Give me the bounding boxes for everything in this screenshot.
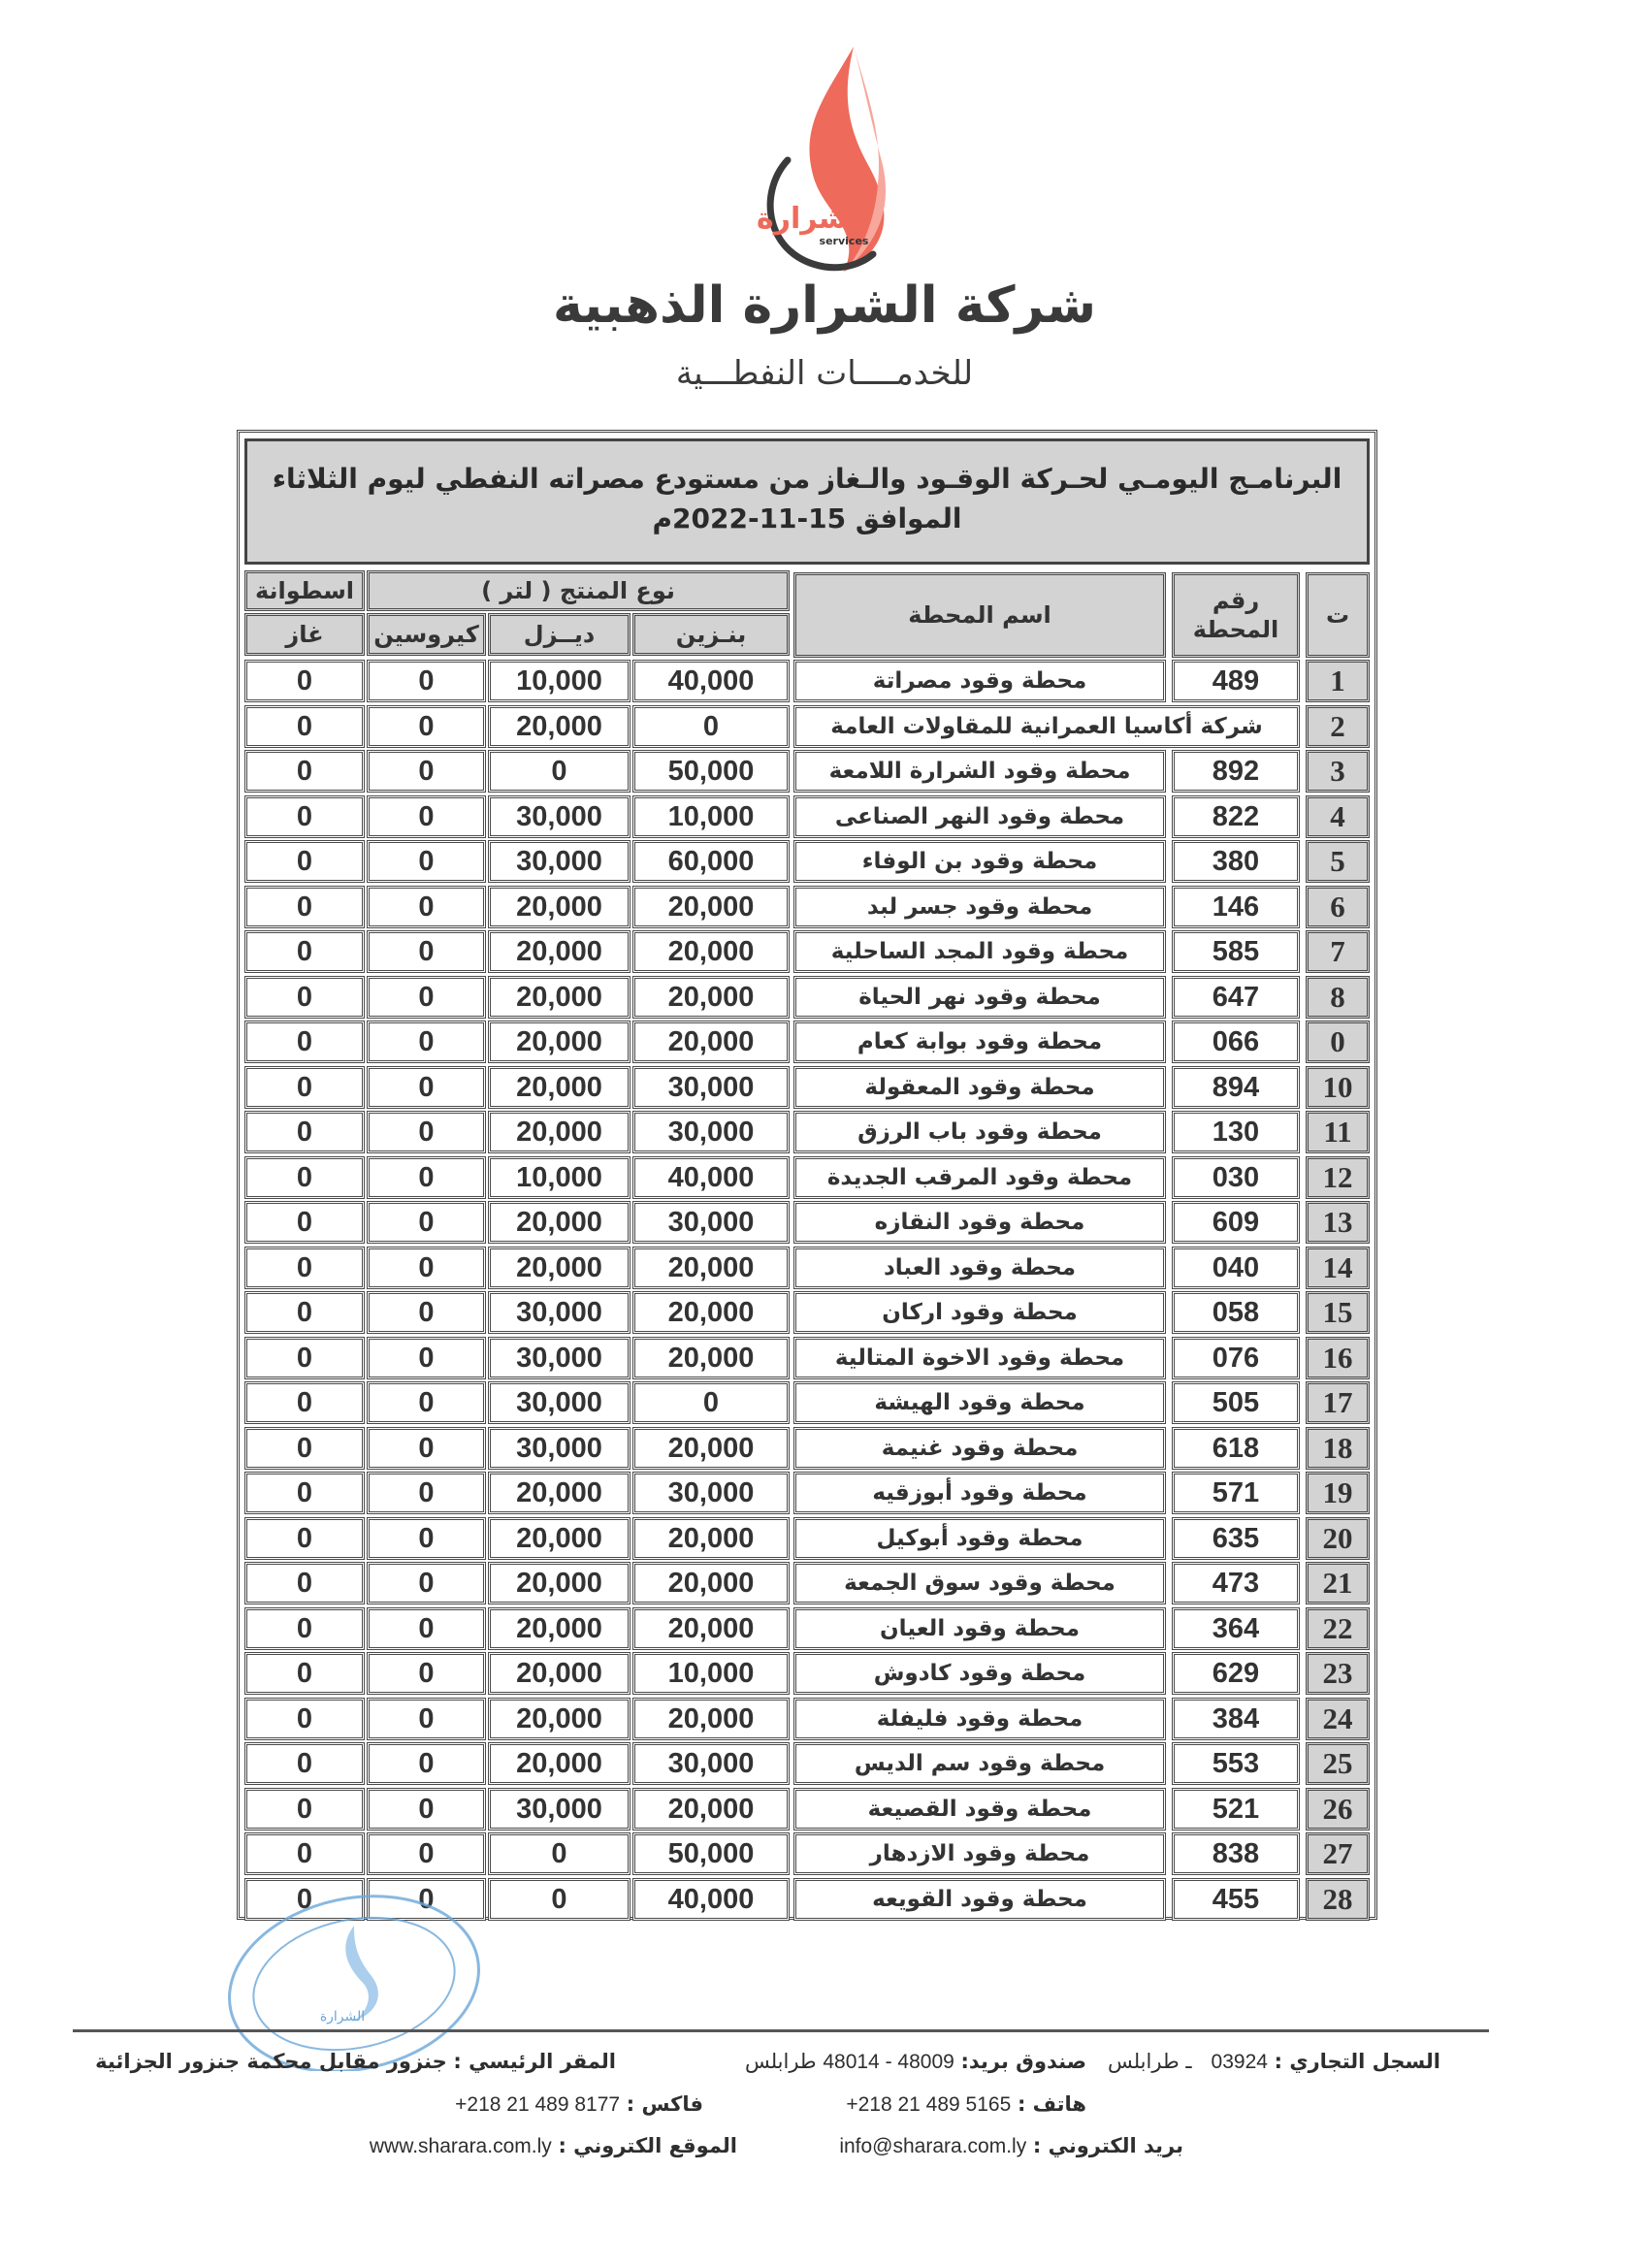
row-gasoline: 30,000: [632, 1201, 790, 1244]
company-subtitle: للخدمــــات النفطـــية: [675, 354, 974, 393]
row-station-name: محطة وقود فليفلة: [793, 1698, 1166, 1740]
row-kerosene: 0: [367, 1832, 486, 1875]
row-station-name: محطة وقود الازدهار: [793, 1832, 1166, 1875]
row-seq: 16: [1306, 1337, 1370, 1379]
row-gasoline: 50,000: [632, 750, 790, 793]
row-station-name: محطة وقود الاخوة المتالية: [793, 1337, 1166, 1379]
row-station-name: محطة وقود الشرارة اللامعة: [793, 750, 1166, 793]
row-kerosene: 0: [367, 1788, 486, 1831]
document-title: البرنامـج اليومـي لحـركة الوقـود والـغاز من مستودع مصراته النفطي ليوم الثلاثاء: [272, 463, 1342, 495]
row-gas: 0: [244, 1878, 365, 1921]
row-diesel: 30,000: [488, 1337, 630, 1379]
svg-text:الشرارة: الشرارة: [319, 2009, 366, 2025]
row-gas: 0: [244, 1562, 365, 1604]
row-kerosene: 0: [367, 795, 486, 838]
row-station-name: محطة وقود القويعه: [793, 1878, 1166, 1921]
row-seq: 1: [1306, 660, 1370, 702]
row-station-number: 130: [1172, 1111, 1300, 1153]
row-seq: 19: [1306, 1472, 1370, 1514]
row-station-number: 629: [1172, 1652, 1300, 1695]
row-gasoline: 40,000: [632, 1878, 790, 1921]
col-header-station-number: رقم المحطة: [1172, 572, 1300, 658]
svg-text:services: services: [819, 235, 869, 247]
row-kerosene: 0: [367, 1698, 486, 1740]
row-diesel: 20,000: [488, 1472, 630, 1514]
row-diesel: 20,000: [488, 1111, 630, 1153]
row-kerosene: 0: [367, 1066, 486, 1109]
row-gas: 0: [244, 1742, 365, 1785]
row-gas: 0: [244, 705, 365, 748]
row-station-number: 364: [1172, 1607, 1300, 1650]
col-header-seq: ت: [1306, 572, 1370, 658]
row-kerosene: 0: [367, 1381, 486, 1424]
row-seq: 13: [1306, 1201, 1370, 1244]
row-seq: 3: [1306, 750, 1370, 793]
row-diesel: 20,000: [488, 1698, 630, 1740]
row-station-name: محطة وقود كادوش: [793, 1652, 1166, 1695]
row-station-number: 058: [1172, 1291, 1300, 1334]
row-station-number: 473: [1172, 1562, 1300, 1604]
row-gas: 0: [244, 886, 365, 928]
row-kerosene: 0: [367, 840, 486, 883]
col-header-cylinder: اسطوانة: [244, 570, 365, 611]
col-header-gas: غاز: [244, 613, 365, 656]
row-kerosene: 0: [367, 705, 486, 748]
row-seq: 22: [1306, 1607, 1370, 1650]
row-station-name: محطة وقود باب الرزق: [793, 1111, 1166, 1153]
email-link[interactable]: info@sharara.com.ly: [839, 2135, 1027, 2157]
row-gasoline: 30,000: [632, 1742, 790, 1785]
row-gasoline: 30,000: [632, 1111, 790, 1153]
commercial-register: السجل التجاري : 03924 ـ طرابلس: [1107, 2050, 1440, 2073]
col-header-gasoline: بنـزين: [632, 613, 790, 656]
row-kerosene: 0: [367, 1247, 486, 1289]
row-seq: 5: [1306, 840, 1370, 883]
row-gas: 0: [244, 840, 365, 883]
svg-text:الشرارة: الشرارة: [756, 202, 870, 236]
row-kerosene: 0: [367, 1517, 486, 1560]
row-kerosene: 0: [367, 886, 486, 928]
row-gasoline: 20,000: [632, 1291, 790, 1334]
row-station-number: 380: [1172, 840, 1300, 883]
col-header-diesel: ديــزل: [488, 613, 630, 656]
row-seq: 7: [1306, 930, 1370, 973]
row-seq: 0: [1306, 1021, 1370, 1063]
row-gas: 0: [244, 660, 365, 702]
row-seq: 15: [1306, 1291, 1370, 1334]
row-station-name: محطة وقود سم الديس: [793, 1742, 1166, 1785]
row-station-number: 076: [1172, 1337, 1300, 1379]
row-station-number: 384: [1172, 1698, 1300, 1740]
row-station-name: محطة وقود بن الوفاء: [793, 840, 1166, 883]
row-gasoline: 20,000: [632, 930, 790, 973]
row-kerosene: 0: [367, 1472, 486, 1514]
row-kerosene: 0: [367, 1111, 486, 1153]
row-diesel: 20,000: [488, 1517, 630, 1560]
row-station-number: 146: [1172, 886, 1300, 928]
row-diesel: 30,000: [488, 1381, 630, 1424]
row-station-name: محطة وقود أبوزقيه: [793, 1472, 1166, 1514]
row-kerosene: 0: [367, 1201, 486, 1244]
row-station-name: محطة وقود اركان: [793, 1291, 1166, 1334]
row-station-name: محطة وقود غنيمة: [793, 1427, 1166, 1470]
row-seq: 27: [1306, 1832, 1370, 1875]
row-diesel: 0: [488, 750, 630, 793]
row-gas: 0: [244, 1337, 365, 1379]
row-station-number: 585: [1172, 930, 1300, 973]
row-station-name: محطة وقود النقازه: [793, 1201, 1166, 1244]
row-diesel: 30,000: [488, 1291, 630, 1334]
row-diesel: 20,000: [488, 930, 630, 973]
row-kerosene: 0: [367, 1878, 486, 1921]
row-gasoline: 20,000: [632, 886, 790, 928]
row-station-number: 822: [1172, 795, 1300, 838]
row-seq: 11: [1306, 1111, 1370, 1153]
row-station-number: 618: [1172, 1427, 1300, 1470]
phone: هاتف : +218 21 489 5165: [846, 2092, 1086, 2116]
row-gasoline: 20,000: [632, 1247, 790, 1289]
row-diesel: 20,000: [488, 1066, 630, 1109]
row-station-name: محطة وقود بوابة كعام: [793, 1021, 1166, 1063]
row-diesel: 30,000: [488, 795, 630, 838]
headquarters: المقر الرئيسي : جنزور مقابل محكمة جنزور الجزائية: [95, 2050, 616, 2073]
row-gas: 0: [244, 1832, 365, 1875]
document-title-box: [244, 438, 1370, 565]
row-diesel: 20,000: [488, 1201, 630, 1244]
row-gasoline: 30,000: [632, 1472, 790, 1514]
row-station-name: محطة وقود القصيعة: [793, 1788, 1166, 1831]
row-gasoline: 40,000: [632, 1156, 790, 1199]
row-gas: 0: [244, 1788, 365, 1831]
row-gas: 0: [244, 1111, 365, 1153]
row-station-number: 066: [1172, 1021, 1300, 1063]
row-station-name: محطة وقود نهر الحياة: [793, 976, 1166, 1019]
row-gas: 0: [244, 1247, 365, 1289]
row-seq: 14: [1306, 1247, 1370, 1289]
row-station-number: 455: [1172, 1878, 1300, 1921]
row-seq: 6: [1306, 886, 1370, 928]
row-diesel: 20,000: [488, 1021, 630, 1063]
row-gasoline: 20,000: [632, 1562, 790, 1604]
row-diesel: 0: [488, 1832, 630, 1875]
row-diesel: 20,000: [488, 976, 630, 1019]
row-kerosene: 0: [367, 1021, 486, 1063]
row-seq: 17: [1306, 1381, 1370, 1424]
row-gasoline: 30,000: [632, 1066, 790, 1109]
row-station-name: محطة وقود المجد الساحلية: [793, 930, 1166, 973]
row-station-number: 571: [1172, 1472, 1300, 1514]
row-gasoline: 20,000: [632, 1337, 790, 1379]
row-kerosene: 0: [367, 1607, 486, 1650]
row-seq: 26: [1306, 1788, 1370, 1831]
row-diesel: 20,000: [488, 1562, 630, 1604]
row-gas: 0: [244, 1381, 365, 1424]
row-station-number: 894: [1172, 1066, 1300, 1109]
row-gasoline: 10,000: [632, 795, 790, 838]
row-seq: 8: [1306, 976, 1370, 1019]
row-station-name: محطة وقود المرقب الجديدة: [793, 1156, 1166, 1199]
row-gasoline: 20,000: [632, 1698, 790, 1740]
document-date: الموافق 15-11-2022م: [652, 502, 962, 535]
row-station-name: محطة وقود الهيشة: [793, 1381, 1166, 1424]
row-gas: 0: [244, 976, 365, 1019]
row-station-number: 553: [1172, 1742, 1300, 1785]
row-station-number: 635: [1172, 1517, 1300, 1560]
row-seq: 25: [1306, 1742, 1370, 1785]
row-station-number: 521: [1172, 1788, 1300, 1831]
row-station-number: 892: [1172, 750, 1300, 793]
row-gasoline: 20,000: [632, 1607, 790, 1650]
row-station-number: 489: [1172, 660, 1300, 702]
row-station-name: محطة وقود مصراتة: [793, 660, 1166, 702]
company-seal-stamp-icon: [209, 1887, 538, 2071]
row-gas: 0: [244, 750, 365, 793]
row-kerosene: 0: [367, 1562, 486, 1604]
row-diesel: 30,000: [488, 1788, 630, 1831]
row-seq: 20: [1306, 1517, 1370, 1560]
row-diesel: 20,000: [488, 1652, 630, 1695]
po-box: صندوق بريد: 48014 - 48009 طرابلس: [744, 2050, 1086, 2073]
row-kerosene: 0: [367, 1652, 486, 1695]
row-gas: 0: [244, 1698, 365, 1740]
row-seq: 28: [1306, 1878, 1370, 1921]
row-gasoline: 20,000: [632, 1021, 790, 1063]
row-gas: 0: [244, 1427, 365, 1470]
row-station-number: 609: [1172, 1201, 1300, 1244]
fax: فاكس : +218 21 489 8177: [455, 2092, 703, 2116]
row-gasoline: 40,000: [632, 660, 790, 702]
row-station-name: محطة وقود النهر الصناعى: [793, 795, 1166, 838]
website-link[interactable]: www.sharara.com.ly: [369, 2135, 552, 2157]
row-diesel: 10,000: [488, 660, 630, 702]
col-header-product-group: نوع المنتج ( لتر ): [367, 570, 790, 611]
row-kerosene: 0: [367, 930, 486, 973]
row-diesel: 20,000: [488, 886, 630, 928]
row-gas: 0: [244, 1517, 365, 1560]
row-station-number: 030: [1172, 1156, 1300, 1199]
row-seq: 4: [1306, 795, 1370, 838]
row-diesel: 10,000: [488, 1156, 630, 1199]
row-diesel: 20,000: [488, 1742, 630, 1785]
row-gasoline: 20,000: [632, 1517, 790, 1560]
row-gasoline: 0: [632, 1381, 790, 1424]
row-station-number: 505: [1172, 1381, 1300, 1424]
company-logo: [698, 29, 951, 281]
col-header-kerosene: كيروسين: [367, 613, 486, 656]
row-diesel: 30,000: [488, 1427, 630, 1470]
row-kerosene: 0: [367, 1742, 486, 1785]
row-seq: 23: [1306, 1652, 1370, 1695]
company-seal-stamp: [209, 1887, 538, 2071]
row-seq: 21: [1306, 1562, 1370, 1604]
row-gas: 0: [244, 795, 365, 838]
row-gas: 0: [244, 930, 365, 973]
row-station-name: محطة وقود سوق الجمعة: [793, 1562, 1166, 1604]
row-gasoline: 60,000: [632, 840, 790, 883]
row-kerosene: 0: [367, 1427, 486, 1470]
row-kerosene: 0: [367, 976, 486, 1019]
row-kerosene: 0: [367, 1291, 486, 1334]
row-station-name: محطة وقود جسر لبد: [793, 886, 1166, 928]
row-seq: 12: [1306, 1156, 1370, 1199]
row-station-name: محطة وقود المعقولة: [793, 1066, 1166, 1109]
row-gasoline: 10,000: [632, 1652, 790, 1695]
row-station-name: شركة أكاسيا العمرانية للمقاولات العامة: [793, 705, 1300, 748]
row-station-number: 838: [1172, 1832, 1300, 1875]
row-gasoline: 20,000: [632, 1427, 790, 1470]
row-station-name: محطة وقود العيان: [793, 1607, 1166, 1650]
row-diesel: 20,000: [488, 1607, 630, 1650]
row-gas: 0: [244, 1472, 365, 1514]
row-diesel: 20,000: [488, 1247, 630, 1289]
row-gas: 0: [244, 1066, 365, 1109]
row-gasoline: 20,000: [632, 1788, 790, 1831]
row-station-name: محطة وقود أبوكيل: [793, 1517, 1166, 1560]
col-header-station-name: اسم المحطة: [793, 572, 1166, 658]
row-seq: 2: [1306, 705, 1370, 748]
row-gas: 0: [244, 1201, 365, 1244]
row-gasoline: 50,000: [632, 1832, 790, 1875]
row-gas: 0: [244, 1291, 365, 1334]
row-gas: 0: [244, 1021, 365, 1063]
row-kerosene: 0: [367, 1337, 486, 1379]
footer-divider: [73, 2029, 1489, 2032]
row-kerosene: 0: [367, 1156, 486, 1199]
row-seq: 24: [1306, 1698, 1370, 1740]
row-gasoline: 20,000: [632, 976, 790, 1019]
company-name: شركة الشرارة الذهبية: [553, 276, 1096, 335]
row-station-number: 040: [1172, 1247, 1300, 1289]
row-diesel: 20,000: [488, 705, 630, 748]
row-diesel: 30,000: [488, 840, 630, 883]
email: بريد الكتروني : info@sharara.com.ly: [839, 2134, 1183, 2157]
row-station-number: 647: [1172, 976, 1300, 1019]
website: الموقع الكتروني : www.sharara.com.ly: [369, 2134, 737, 2157]
row-seq: 18: [1306, 1427, 1370, 1470]
row-gas: 0: [244, 1607, 365, 1650]
row-diesel: 0: [488, 1878, 630, 1921]
row-gasoline: 0: [632, 705, 790, 748]
row-kerosene: 0: [367, 750, 486, 793]
row-kerosene: 0: [367, 660, 486, 702]
row-gas: 0: [244, 1652, 365, 1695]
row-station-name: محطة وقود العباد: [793, 1247, 1166, 1289]
row-gas: 0: [244, 1156, 365, 1199]
row-seq: 10: [1306, 1066, 1370, 1109]
flame-drop-logo-icon: [698, 29, 951, 281]
